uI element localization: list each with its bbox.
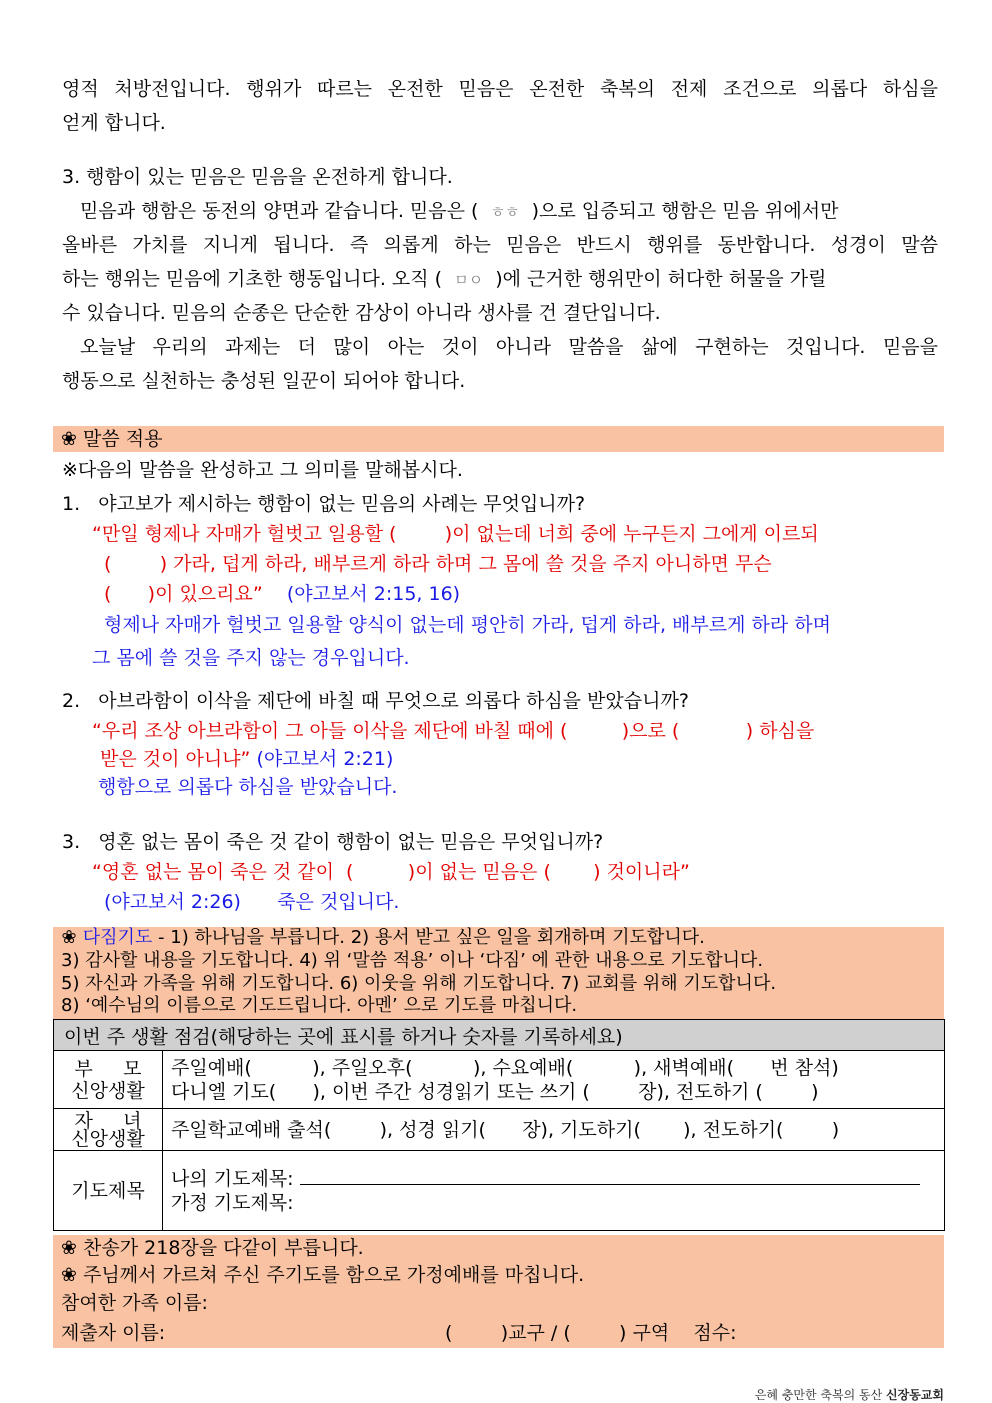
text-part: 하는 행위는 믿음에 기초한 행동입니다. 오직 ( — [62, 268, 443, 290]
children-label: 자 녀 신앙생활 — [54, 1109, 163, 1151]
paragraph-2-line-2: 행동으로 실천하는 충성된 일꾼이 되어야 합니다. — [62, 370, 466, 392]
section-heading: 3. 행함이 있는 믿음은 믿음을 온전하게 합니다. — [62, 166, 453, 188]
hint-text: ㅁㅇ — [454, 271, 484, 289]
question-3-reference-answer — [104, 887, 399, 917]
flower-icon: ❀ — [61, 1237, 77, 1259]
prayer-line-1 — [61, 927, 705, 949]
flower-icon: ❀ — [61, 428, 77, 450]
intro-line-1: 영적 처방전입니다. 행위가 따르는 온전한 믿음은 온전한 축복의 전제 조건으로 의롭다 하심을 — [62, 78, 938, 100]
my-prayer-topic: 나의 기도제목: — [171, 1168, 294, 1190]
paragraph-1-line-4: 수 있습니다. 믿음의 순종은 단순한 감상이 아니라 생사를 건 결단입니다. — [62, 302, 661, 324]
text-part: 믿음과 행함은 동전의 양면과 같습니다. 믿음은 ( — [80, 200, 479, 222]
parents-entry-line-1: 주일예배( ), 주일오후( ), 수요예배( ), 새벽예배( 번 참석) — [171, 1056, 839, 1079]
application-instruction: ※다음의 말씀을 완성하고 그 의미를 말해봅시다. — [62, 459, 463, 481]
submitter-name-field[interactable]: 제출자 이름: — [61, 1322, 166, 1344]
question-3-verse: “영혼 없는 몸이 죽은 것 같이 ( )이 없는 믿음은 ( ) 것이니라” — [92, 861, 690, 883]
question-2-answer: 행함으로 의롭다 하심을 받았습니다. — [98, 776, 398, 798]
district-score-field[interactable]: ( )교구 / ( ) 구역 점수: — [445, 1322, 737, 1344]
prayer-title: 다짐기도 — [82, 927, 153, 948]
closing-band — [53, 1235, 944, 1348]
question-1-verse-line-1: “만일 형제나 자매가 헐벗고 일용할 ( )이 없는데 너희 중에 누구든지 그에게 이르되 — [92, 523, 819, 545]
parents-entry-line-2: 다니엘 기도( ), 이번 주간 성경읽기 또는 쓰기 ( 장), 전도하기 ( ) — [171, 1080, 819, 1103]
application-title — [61, 424, 163, 454]
prayer-line-3: 5) 자신과 가족을 위해 기도합니다. 6) 이웃을 위해 기도합니다. 7) 교회를 위해 기도합니다. — [61, 973, 777, 994]
parents-label: 부 모 신앙생활 — [54, 1051, 163, 1109]
question-3: 3. 영혼 없는 몸이 죽은 것 같이 행함이 없는 믿음은 무엇입니까? — [62, 831, 604, 853]
hymn-line — [61, 1233, 364, 1263]
children-entries[interactable]: 주일학교예배 출석( ), 성경 읽기( 장), 기도하기( ), 전도하기( ) — [163, 1109, 945, 1151]
prayer-line-4: 8) ‘예수님의 이름으로 기도드립니다. 아멘’ 으로 기도를 마칩니다. — [61, 995, 578, 1016]
checklist-header: 이번 주 생활 점검(해당하는 곳에 표시를 하거나 숫자를 기록하세요) — [54, 1020, 945, 1051]
prayer-topic-row — [54, 1151, 945, 1231]
flower-icon: ❀ — [61, 927, 77, 948]
prayer-topic-entries[interactable] — [163, 1151, 945, 1231]
paragraph-1-line-2: 올바른 가치를 지니게 됩니다. 즉 의롭게 하는 믿음은 반드시 행위를 동반합니다. 성경이 말씀 — [62, 234, 938, 256]
prayer-band — [53, 927, 944, 1019]
family-prayer-topic: 가정 기도제목: — [171, 1192, 294, 1214]
paragraph-2-line-1: 오늘날 우리의 과제는 더 많이 아는 것이 아니라 말씀을 삶에 구현하는 것입니다. 믿음을 — [80, 336, 938, 358]
life-checklist-table — [53, 1019, 945, 1231]
prayer-text: - 1) 하나님을 부릅니다. 2) 용서 받고 싶은 일을 회개하며 기도합니다. — [152, 927, 705, 948]
parents-row — [54, 1051, 945, 1109]
lords-prayer-text: 주님께서 가르쳐 주신 주기도를 함으로 가정예배를 마칩니다. — [83, 1264, 585, 1286]
children-row — [54, 1109, 945, 1151]
hymn-text: 찬송가 218장을 다같이 부릅니다. — [83, 1237, 364, 1259]
verse-reference: (야고보서 2:15, 16) — [286, 583, 461, 605]
application-title-band — [53, 426, 944, 452]
verse-text: 받은 것이 아니냐” — [100, 748, 251, 770]
paragraph-1-line-3 — [62, 262, 938, 297]
verse-reference: (야고보서 2:21) — [256, 748, 394, 770]
text-part: )에 근거한 행위만이 허다한 허물을 가릴 — [495, 268, 827, 290]
hint-text: ㅎㅎ — [490, 203, 520, 221]
prayer-line-2: 3) 감사할 내용을 기도합니다. 4) 위 ‘말씀 적용’ 이나 ‘다짐’ 에 관한 내용으로 기도합니다. — [61, 950, 764, 971]
question-1-answer-line-1: 형제나 자매가 헐벗고 일용할 양식이 없는데 평안히 가라, 덥게 하라, 배부르게 하라 하며 — [104, 614, 831, 636]
lords-prayer-line — [61, 1260, 584, 1290]
question-1: 1. 야고보가 제시하는 행함이 없는 믿음의 사례는 무엇입니까? — [62, 493, 586, 515]
intro-line-2: 얻게 합니다. — [62, 112, 166, 134]
footer-slogan: 은혜 충만한 축복의 동산 — [754, 1388, 883, 1402]
application-title-text: 말씀 적용 — [83, 428, 163, 450]
parents-entries[interactable] — [163, 1051, 945, 1109]
verse-reference: (야고보서 2:26) — [104, 891, 241, 913]
family-names-field[interactable]: 참여한 가족 이름: — [61, 1292, 208, 1314]
prayer-topic-label: 기도제목 — [54, 1151, 163, 1231]
verse-text: ( )이 있으리요” — [104, 583, 263, 605]
flower-icon: ❀ — [61, 1264, 77, 1286]
question-2-verse-line-1: “우리 조상 아브라함이 그 아들 이삭을 제단에 바칠 때에 ( )으로 ( ) 하심을 — [92, 720, 815, 742]
footer — [755, 1386, 944, 1403]
paragraph-1-line-1 — [80, 194, 938, 229]
text-part: )으로 입증되고 행함은 믿음 위에서만 — [531, 200, 839, 222]
answer-text: 죽은 것입니다. — [277, 891, 400, 913]
question-1-verse-line-3 — [104, 579, 460, 609]
question-1-answer-line-2: 그 몸에 쓸 것을 주지 않는 경우입니다. — [92, 647, 410, 669]
checklist-header-row — [54, 1020, 945, 1051]
question-2-verse-line-2 — [100, 744, 393, 774]
question-2: 2. 아브라함이 이삭을 제단에 바칠 때 무엇으로 의롭다 하심을 받았습니까? — [62, 690, 689, 712]
my-prayer-topic-line[interactable] — [300, 1166, 920, 1185]
church-name: 신장동교회 — [886, 1388, 944, 1402]
question-1-verse-line-2: ( ) 가라, 덥게 하라, 배부르게 하라 하며 그 몸에 쓸 것을 주지 아니하면 무슨 — [104, 553, 772, 575]
